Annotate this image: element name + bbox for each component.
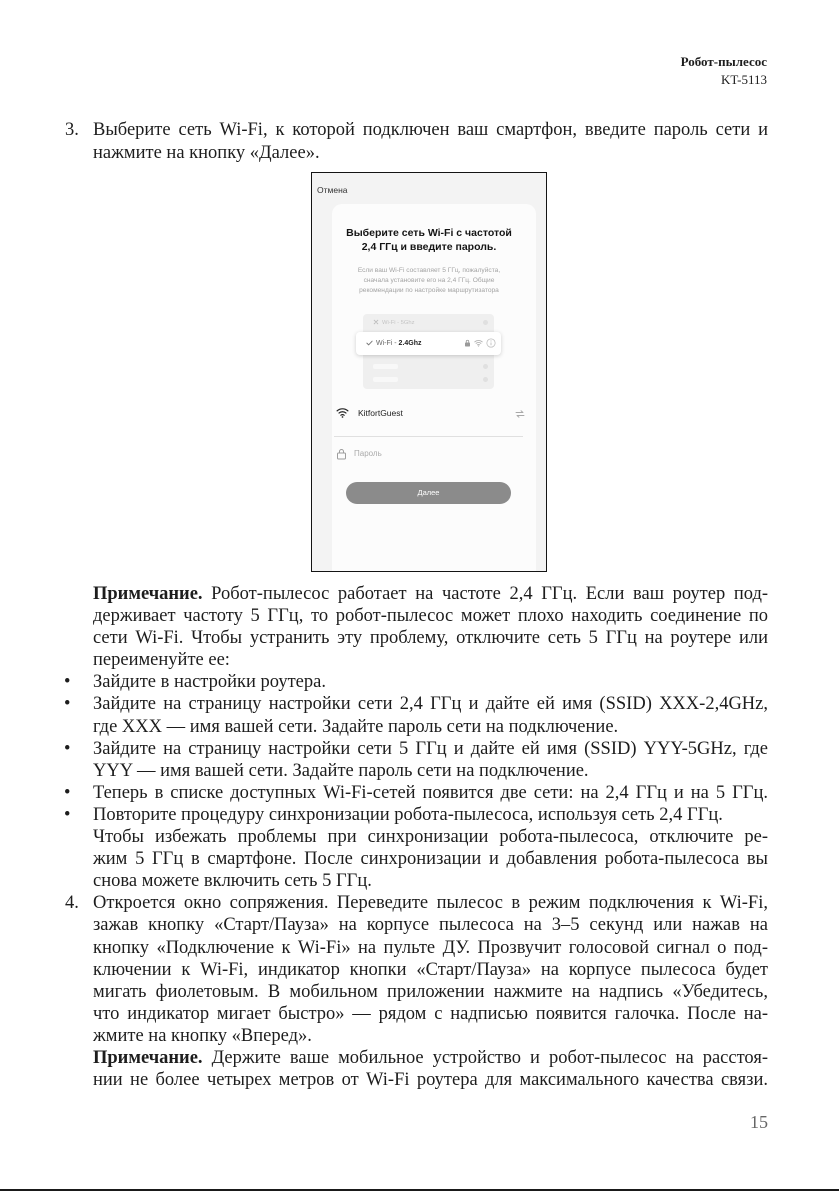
- lock-icon: [336, 448, 347, 460]
- text-line: держивает частоту 5 ГГц, то робот-пылесос может плохо находить соединение по: [93, 606, 768, 627]
- password-field: Пароль: [354, 449, 382, 458]
- note-label: Примечание.: [93, 1047, 203, 1068]
- placeholder-dot: [483, 364, 488, 369]
- wifi-icon: [474, 339, 483, 347]
- network-2-4ghz-popup: [356, 332, 501, 355]
- text-line: снова можете включить сеть 5 ГГц.: [93, 871, 372, 892]
- model-number: KT-5113: [721, 72, 767, 87]
- app-screenshot: [311, 172, 547, 572]
- close-icon: [373, 319, 379, 325]
- placeholder-dot: [483, 377, 488, 382]
- text-line: Чтобы избежать проблемы при синхронизации робота-пылесоса, отключите ре-: [93, 827, 768, 848]
- step-3: [65, 119, 768, 164]
- placeholder-dot: [483, 320, 488, 325]
- text-line: где XXX — имя вашей сети. Задайте пароль сети на подключение.: [93, 716, 619, 737]
- screen-hint: [312, 266, 546, 296]
- note-text: Держите ваше мобильное устройство и робот-пылесос на расстоя-: [211, 1047, 768, 1068]
- text-line: [93, 583, 768, 605]
- title-line: 2,4 ГГц и введите пароль.: [361, 241, 497, 253]
- network-band: 2.4Ghz: [398, 340, 422, 347]
- text-line: Откроется окно сопряжения. Переведите пылесос в режим подключения к Wi-Fi,: [93, 893, 768, 914]
- network-prefix: Wi-Fi -: [382, 320, 401, 326]
- placeholder-bar: [373, 364, 398, 369]
- title-line: Выберите сеть Wi-Fi с частотой: [346, 227, 512, 239]
- info-icon: [486, 338, 496, 348]
- note-frequency: [93, 583, 768, 671]
- bullet-marker: •: [64, 782, 71, 803]
- note-text: Робот-пылесос работает на частоте 2,4 ГГц. Если ваш роутер под-: [211, 584, 769, 604]
- bullet-marker: •: [64, 804, 71, 825]
- hint-line: сначала установите его на 2,4 ГГц. Общие: [363, 277, 495, 284]
- check-icon: [366, 340, 373, 346]
- bullet-marker: •: [64, 672, 71, 693]
- text-line: Теперь в списке доступных Wi-Fi-сетей появится две сети: на 2,4 ГГц и на 5 ГГц.: [93, 782, 768, 803]
- note-distance: [93, 1047, 768, 1091]
- text-line: сети Wi-Fi. Чтобы устранить эту проблему, отключите сеть 5 ГГц на роутере или: [93, 628, 768, 649]
- step-number: 4.: [65, 893, 79, 914]
- text-line: зажав кнопку «Старт/Пауза» на корпусе пылесоса на 3–5 секунд или нажав на: [93, 915, 768, 936]
- field-divider: [334, 436, 523, 437]
- list-item: [64, 804, 768, 826]
- text-line: переименуйте ее:: [93, 650, 230, 671]
- text-line: ключении к Wi-Fi, индикатор кнопки «Старт/Пауза» на корпусе пылесоса будет: [93, 959, 768, 980]
- hint-line: Если ваш Wi-Fi составляет 5 ГГц, пожалуйста,: [357, 267, 501, 274]
- bullet-marker: •: [64, 694, 71, 715]
- text-line: жим 5 ГГц в смартфоне. После синхронизации и добавления робота-пылесоса вы: [93, 849, 768, 870]
- wifi-icon: [336, 407, 349, 418]
- numbered-item: [65, 892, 768, 1047]
- network-band: 5Ghz: [400, 320, 415, 326]
- step-number: 3.: [65, 120, 79, 140]
- note-label: Примечание.: [93, 584, 203, 604]
- list-item: [64, 738, 768, 782]
- product-name: Робот-пылесос: [680, 54, 767, 69]
- lock-icon: [464, 339, 471, 347]
- text-line: жмите на кнопку «Вперед».: [93, 1025, 312, 1046]
- text-line: Зайдите на страницу настройки сети 5 ГГц и дайте ей имя (SSID) YYY-5GHz, где: [93, 738, 768, 759]
- network-5ghz-row: [373, 319, 415, 327]
- running-header: [681, 53, 767, 89]
- text-line: нии не более четырех метров от Wi-Fi роутера для максимального качества связи.: [93, 1070, 768, 1091]
- body-text: [64, 583, 769, 1091]
- list-item: [64, 671, 768, 693]
- text-line: Зайдите на страницу настройки сети 2,4 ГГц и дайте ей имя (SSID) XXX-2,4GHz,: [93, 694, 768, 715]
- text-line: что индикатор мигает быстро» — рядом с надписью появится галочка. После на-: [93, 1003, 768, 1024]
- text-line: Зайдите в настройки роутера.: [93, 672, 326, 693]
- list-item: [64, 782, 768, 804]
- sync-tip: [93, 826, 768, 892]
- ssid-field: KitfortGuest: [358, 408, 403, 418]
- placeholder-bar: [373, 377, 398, 382]
- network-2-4ghz-row: [366, 339, 422, 348]
- numbered-item: [65, 119, 768, 164]
- text-line: Повторите процедуру синхронизации робота-пылесоса, используя сеть 2,4 ГГц.: [93, 804, 723, 825]
- hint-line: рекомендации по настройке маршрутизатора: [359, 287, 499, 294]
- cancel-link: Отмена: [317, 185, 348, 195]
- text-line: нажмите на кнопку «Далее».: [93, 142, 320, 163]
- text-line: [93, 1047, 768, 1069]
- next-button: Далее: [346, 482, 511, 504]
- page-bottom-edge: [0, 1189, 839, 1191]
- bullet-marker: •: [64, 738, 71, 759]
- network-prefix: Wi-Fi -: [376, 340, 399, 347]
- text-line: Выберите сеть Wi-Fi, к которой подключен ваш смартфон, введите пароль сети и: [93, 120, 768, 140]
- text-line: YYY — имя вашей сети. Задайте пароль сети на подключение.: [93, 760, 589, 781]
- screen-title: [312, 226, 546, 254]
- list-item: [64, 693, 768, 737]
- text-line: мигать фиолетовым. В мобильном приложении нажмите на надпись «Убедитесь,: [93, 981, 768, 1002]
- page-number: 15: [750, 1112, 768, 1132]
- text-line: кнопку «Подключение к Wi-Fi» на пульте ДУ. Прозвучит голосовой сигнал о под-: [93, 937, 768, 958]
- swap-icon: [515, 410, 525, 418]
